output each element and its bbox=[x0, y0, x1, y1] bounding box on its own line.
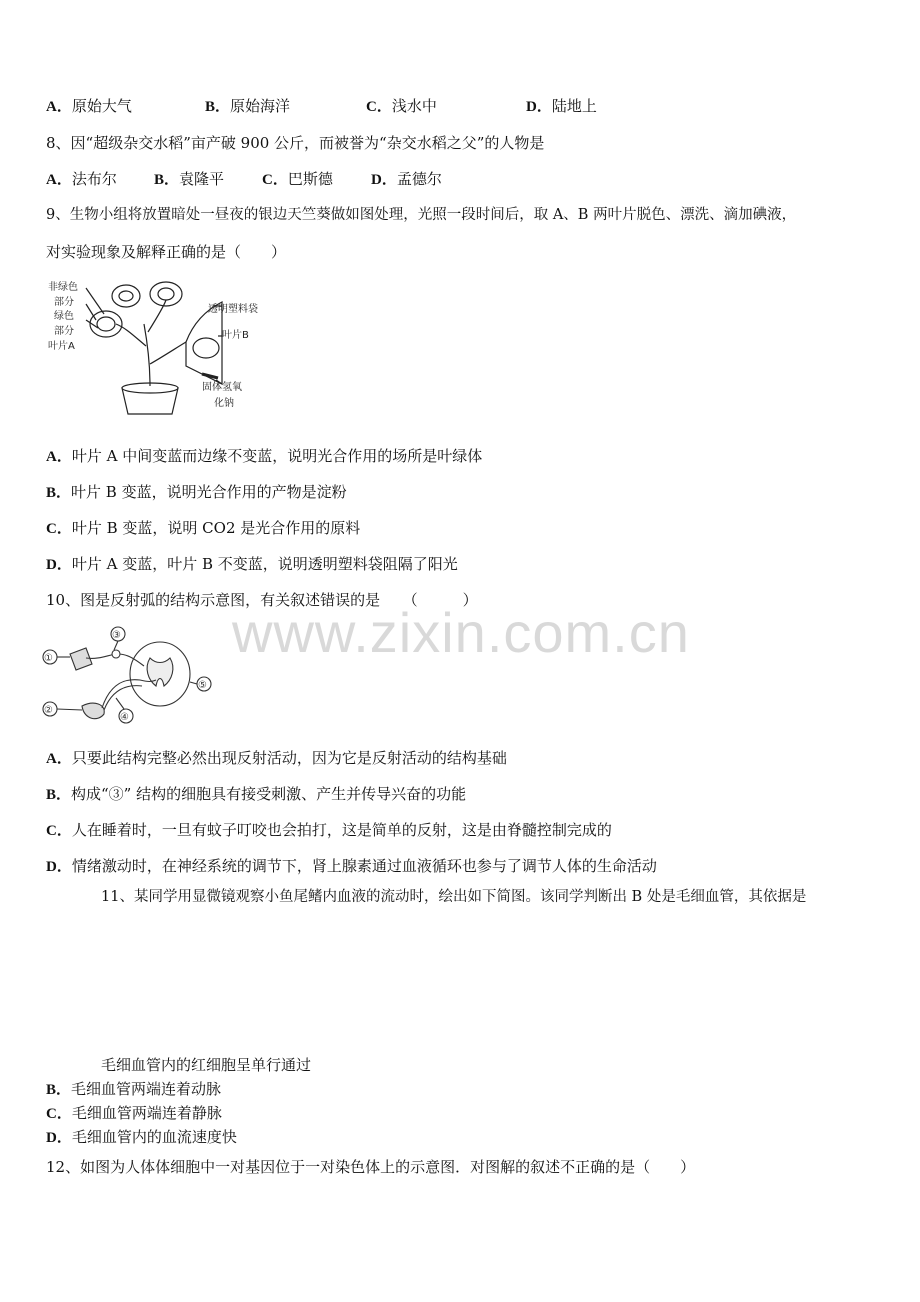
label-leaf-b: 叶片B bbox=[222, 330, 249, 341]
q8-option-d[interactable]: D．孟德尔 bbox=[371, 170, 442, 188]
q11-stem: 11、某同学用显微镜观察小鱼尾鳍内血液的流动时，绘出如下简图。该同学判断出 B 处是毛细血管，其依据是 bbox=[101, 889, 807, 905]
option-letter: B． bbox=[46, 787, 72, 803]
label-5: ⑤ bbox=[198, 680, 207, 691]
option-text: 构成“③” 结构的细胞具有接受刺激、产生并传导兴奋的功能 bbox=[71, 785, 467, 803]
q11-option-a[interactable]: 毛细血管内的红细胞呈单行通过 bbox=[101, 1056, 312, 1074]
label-non-green: 非绿色 bbox=[48, 282, 78, 293]
q10-option-b[interactable] bbox=[46, 784, 466, 805]
label-naoh-1: 固体氢氧 bbox=[202, 382, 242, 393]
q9-stem-line1: 9、生物小组将放置暗处一昼夜的银边天竺葵做如图处理，光照一段时间后，取 A、B 两叶片脱色、漂洗、滴加碘液， bbox=[46, 207, 797, 223]
option-text: 叶片 B 变蓝，说明光合作用的产物是淀粉 bbox=[71, 483, 347, 501]
q9-option-c[interactable] bbox=[46, 518, 360, 539]
q8-option-a[interactable]: A．法布尔 bbox=[46, 170, 117, 188]
option-text: 毛细血管两端连着动脉 bbox=[71, 1080, 222, 1098]
option-letter: A． bbox=[46, 449, 72, 465]
q10-reflex-arc-figure bbox=[40, 624, 220, 732]
q11-option-d[interactable] bbox=[46, 1127, 237, 1148]
q9-option-a[interactable] bbox=[46, 446, 482, 467]
label-part-1: 部分 bbox=[54, 297, 74, 308]
q8-stem: 8、因“超级杂交水稻”亩产破 900 公斤，而被誉为“杂交水稻之父”的人物是 bbox=[46, 134, 545, 152]
q9-option-b[interactable] bbox=[46, 482, 347, 503]
option-text: 只要此结构完整必然出现反射活动，因为它是反射活动的结构基础 bbox=[71, 749, 507, 767]
q10-stem: 10、图是反射弧的结构示意图，有关叙述错误的是 （ ） bbox=[46, 591, 478, 609]
option-letter: C． bbox=[46, 521, 72, 537]
label-naoh-2: 化钠 bbox=[214, 398, 234, 409]
q9-stem-line2: 对实验现象及解释正确的是（ ） bbox=[46, 243, 287, 261]
q7-option-d[interactable]: D．陆地上 bbox=[526, 97, 597, 115]
q7-option-b[interactable]: B．原始海洋 bbox=[205, 97, 291, 115]
q10-option-d[interactable] bbox=[46, 856, 657, 877]
q7-option-c[interactable]: C．浅水中 bbox=[366, 97, 437, 115]
option-letter: B． bbox=[46, 485, 72, 501]
q9-option-d[interactable] bbox=[46, 554, 458, 575]
label-part-2: 部分 bbox=[54, 326, 74, 337]
label-leaf-a: 叶片A bbox=[48, 341, 75, 352]
option-letter: D． bbox=[46, 1130, 72, 1146]
option-letter: D． bbox=[46, 859, 72, 875]
option-text: 毛细血管内的血流速度快 bbox=[71, 1128, 237, 1146]
q11-option-c[interactable] bbox=[46, 1103, 222, 1124]
q8-option-b[interactable]: B．袁隆平 bbox=[154, 170, 225, 188]
label-4: ④ bbox=[120, 712, 129, 723]
q9-geranium-figure bbox=[46, 276, 286, 416]
label-3: ③ bbox=[112, 630, 121, 641]
option-text: 叶片 B 变蓝，说明 CO2 是光合作用的原料 bbox=[71, 519, 361, 537]
q8-option-c[interactable]: C．巴斯德 bbox=[262, 170, 333, 188]
watermark: www.zixin.com.cn bbox=[232, 601, 690, 664]
label-plastic-bag: 透明塑料袋 bbox=[208, 304, 258, 315]
label-2: ② bbox=[44, 705, 53, 716]
option-letter: C． bbox=[46, 1106, 72, 1122]
option-letter: B． bbox=[46, 1082, 72, 1098]
option-text: 叶片 A 中间变蓝而边缘不变蓝，说明光合作用的场所是叶绿体 bbox=[71, 447, 483, 465]
q7-option-a[interactable]: A．原始大气 bbox=[46, 97, 132, 115]
option-letter: D． bbox=[46, 557, 72, 573]
option-text: 叶片 A 变蓝，叶片 B 不变蓝，说明透明塑料袋阻隔了阳光 bbox=[71, 555, 458, 573]
q10-option-c[interactable] bbox=[46, 820, 612, 841]
option-letter: A． bbox=[46, 751, 72, 767]
option-text: 毛细血管两端连着静脉 bbox=[71, 1104, 222, 1122]
q12-stem: 12、如图为人体体细胞中一对基因位于一对染色体上的示意图．对图解的叙述不正确的是（ ） bbox=[46, 1158, 696, 1176]
option-text: 情绪激动时，在神经系统的调节下，肾上腺素通过血液循环也参与了调节人体的生命活动 bbox=[71, 857, 657, 875]
label-green: 绿色 bbox=[54, 311, 74, 322]
option-text: 人在睡着时，一旦有蚊子叮咬也会拍打，这是简单的反射，这是由脊髓控制完成的 bbox=[71, 821, 612, 839]
option-letter: C． bbox=[46, 823, 72, 839]
q10-option-a[interactable] bbox=[46, 748, 507, 769]
q11-option-b[interactable] bbox=[46, 1079, 221, 1100]
label-1: ① bbox=[44, 653, 53, 664]
